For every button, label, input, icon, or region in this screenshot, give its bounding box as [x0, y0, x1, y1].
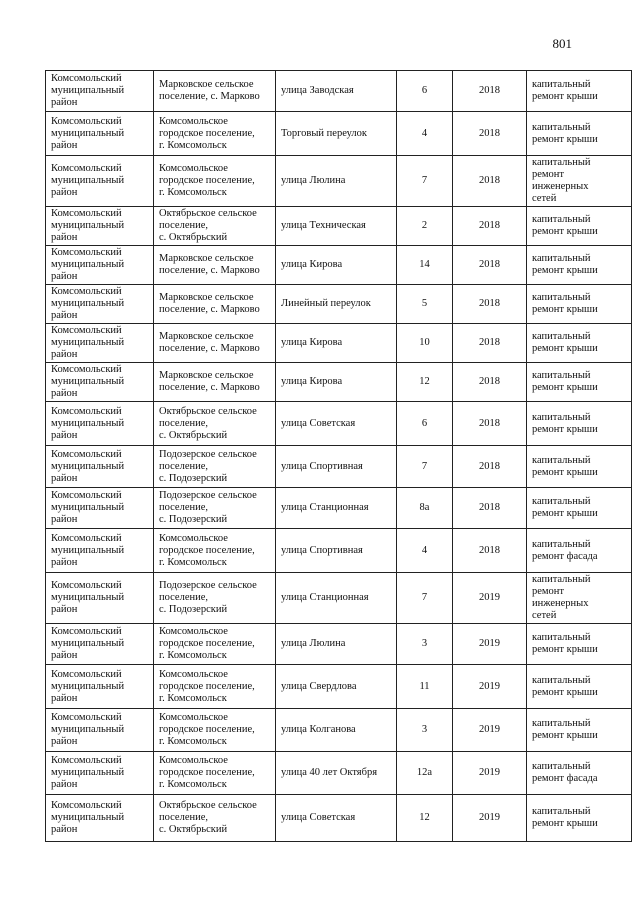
- page-number: 801: [552, 36, 572, 51]
- settlement-cell-line: Комсомольское: [159, 115, 228, 127]
- table-row: [46, 207, 632, 246]
- work-type-cell-line: капитальный: [532, 370, 591, 381]
- settlement-cell: [154, 529, 276, 573]
- settlement-cell-line: Марковское сельское: [159, 79, 254, 90]
- house-number-cell: 3: [397, 624, 453, 665]
- settlement-cell-line: Октябрьское сельское: [159, 208, 257, 219]
- year-cell: 2019: [453, 752, 527, 795]
- district-cell-line: район: [51, 349, 78, 360]
- district-cell-line: район: [51, 824, 78, 835]
- district-cell: [46, 665, 154, 709]
- work-type-cell: [527, 795, 632, 842]
- district-cell-line: муниципальный: [51, 417, 125, 429]
- house-number-cell: 8а: [397, 488, 453, 529]
- district-cell-line: муниципальный: [51, 767, 125, 778]
- work-type-cell-line: ремонт крыши: [532, 226, 598, 237]
- table-row: [46, 488, 632, 529]
- street-cell: улица Свердлова: [276, 665, 397, 709]
- work-type-cell: [527, 246, 632, 285]
- settlement-cell-line: с. Октябрьский: [159, 232, 228, 243]
- table-row: [46, 402, 632, 446]
- district-cell: [46, 402, 154, 446]
- district-cell: [46, 112, 154, 156]
- settlement-cell-line: городское поселение,: [159, 544, 255, 556]
- district-cell-line: муниципальный: [51, 85, 125, 96]
- settlement-cell: [154, 71, 276, 112]
- district-cell: [46, 156, 154, 207]
- house-number-cell: 12а: [397, 752, 453, 795]
- work-type-cell-line: капитальный: [532, 718, 591, 729]
- work-type-cell-line: капитальный: [532, 496, 591, 507]
- work-type-cell-line: капитальный: [532, 538, 591, 550]
- settlement-cell-line: Марковское сельское: [159, 253, 254, 264]
- work-type-cell-line: ремонт крыши: [532, 91, 598, 102]
- settlement-cell-line: Подозерское сельское: [159, 448, 257, 460]
- district-cell-line: Комсомольский: [51, 490, 122, 501]
- settlement-cell-line: г. Комсомольск: [159, 779, 227, 790]
- work-type-cell-line: ремонт крыши: [532, 644, 598, 655]
- table-row: [46, 246, 632, 285]
- year-cell: 2018: [453, 363, 527, 402]
- settlement-cell-line: Комсомольское: [159, 712, 228, 723]
- settlement-cell: [154, 363, 276, 402]
- street-cell: улица Кирова: [276, 363, 397, 402]
- table-row: [46, 324, 632, 363]
- work-type-cell: [527, 446, 632, 488]
- settlement-cell-line: г. Комсомольск: [159, 556, 227, 568]
- work-type-cell: [527, 573, 632, 624]
- settlement-cell-line: поселение,: [159, 812, 209, 823]
- work-type-cell-line: капитальный: [532, 79, 591, 90]
- work-type-cell-line: капитальный: [532, 331, 591, 342]
- work-type-cell-line: капитальный: [532, 411, 591, 423]
- district-cell-line: Комсомольский: [51, 163, 122, 174]
- settlement-cell-line: г. Комсомольск: [159, 139, 227, 151]
- district-cell-line: Комсомольский: [51, 405, 122, 417]
- settlement-cell: [154, 156, 276, 207]
- house-number-cell: 4: [397, 112, 453, 156]
- street-cell: улица Кирова: [276, 246, 397, 285]
- settlement-cell-line: городское поселение,: [159, 724, 255, 735]
- district-cell-line: муниципальный: [51, 544, 125, 556]
- district-cell-line: район: [51, 472, 78, 484]
- district-cell-line: Комсомольский: [51, 712, 122, 723]
- district-cell: [46, 246, 154, 285]
- street-cell: улица Колганова: [276, 709, 397, 752]
- house-number-cell: 5: [397, 285, 453, 324]
- district-cell: [46, 624, 154, 665]
- street-cell: улица Спортивная: [276, 529, 397, 573]
- district-cell-line: Комсомольский: [51, 325, 122, 336]
- work-type-cell-line: капитальный: [532, 292, 591, 303]
- settlement-cell-line: городское поселение,: [159, 638, 255, 649]
- year-cell: 2018: [453, 529, 527, 573]
- house-number-cell: 11: [397, 665, 453, 709]
- house-number-cell: 14: [397, 246, 453, 285]
- district-cell-line: Комсомольский: [51, 755, 122, 766]
- house-number-cell: 12: [397, 795, 453, 842]
- street-cell: улица Советская: [276, 402, 397, 446]
- district-cell-line: Комсомольский: [51, 115, 122, 127]
- table-row: [46, 573, 632, 624]
- district-cell-line: Комсомольский: [51, 668, 122, 680]
- district-cell-line: район: [51, 97, 78, 108]
- district-cell: [46, 324, 154, 363]
- year-cell: 2019: [453, 573, 527, 624]
- table-row: [46, 112, 632, 156]
- district-cell: [46, 207, 154, 246]
- year-cell: 2018: [453, 156, 527, 207]
- district-cell-line: Комсомольский: [51, 286, 122, 297]
- year-cell: 2018: [453, 285, 527, 324]
- work-type-cell-line: капитальный: [532, 121, 591, 133]
- district-cell-line: район: [51, 271, 78, 282]
- work-type-cell-line: ремонт фасада: [532, 773, 598, 784]
- work-type-cell: [527, 402, 632, 446]
- district-cell: [46, 795, 154, 842]
- district-cell-line: район: [51, 514, 78, 525]
- district-cell-line: Комсомольский: [51, 247, 122, 258]
- work-type-cell: [527, 207, 632, 246]
- street-cell: улица Люлина: [276, 156, 397, 207]
- work-type-cell-line: капитальный: [532, 574, 591, 585]
- registry-table-body: [46, 71, 632, 842]
- house-number-cell: 7: [397, 156, 453, 207]
- settlement-cell-line: с. Подозерский: [159, 514, 228, 525]
- year-cell: 2018: [453, 112, 527, 156]
- settlement-cell-line: Марковское сельское: [159, 331, 254, 342]
- district-cell-line: муниципальный: [51, 592, 125, 603]
- district-cell-line: муниципальный: [51, 220, 125, 231]
- settlement-cell-line: городское поселение,: [159, 127, 255, 139]
- settlement-cell-line: г. Комсомольск: [159, 692, 227, 704]
- district-cell-line: Комсомольский: [51, 800, 122, 811]
- settlement-cell: [154, 709, 276, 752]
- work-type-cell-line: капитальный: [532, 214, 591, 225]
- settlement-cell-line: поселение, с. Марково: [159, 265, 260, 276]
- district-cell-line: муниципальный: [51, 502, 125, 513]
- year-cell: 2019: [453, 795, 527, 842]
- street-cell: улица Советская: [276, 795, 397, 842]
- street-cell: улица Спортивная: [276, 446, 397, 488]
- district-cell: [46, 573, 154, 624]
- work-type-cell: [527, 529, 632, 573]
- settlement-cell-line: поселение,: [159, 460, 209, 472]
- district-cell-line: район: [51, 139, 78, 151]
- district-cell: [46, 488, 154, 529]
- house-number-cell: 10: [397, 324, 453, 363]
- year-cell: 2018: [453, 246, 527, 285]
- settlement-cell: [154, 488, 276, 529]
- work-type-cell: [527, 156, 632, 207]
- settlement-cell: [154, 207, 276, 246]
- district-cell-line: муниципальный: [51, 638, 125, 649]
- street-cell: улица Станционная: [276, 488, 397, 529]
- house-number-cell: 7: [397, 446, 453, 488]
- district-cell-line: район: [51, 232, 78, 243]
- district-cell-line: муниципальный: [51, 724, 125, 735]
- work-type-cell-line: ремонт крыши: [532, 265, 598, 276]
- settlement-cell-line: поселение, с. Марково: [159, 91, 260, 102]
- street-cell: улица Заводская: [276, 71, 397, 112]
- table-row: [46, 71, 632, 112]
- settlement-cell: [154, 446, 276, 488]
- settlement-cell-line: Подозерское сельское: [159, 490, 257, 501]
- table-row: [46, 709, 632, 752]
- settlement-cell-line: с. Подозерский: [159, 472, 228, 484]
- year-cell: 2019: [453, 624, 527, 665]
- district-cell-line: муниципальный: [51, 127, 125, 139]
- year-cell: 2018: [453, 207, 527, 246]
- house-number-cell: 3: [397, 709, 453, 752]
- street-cell: Торговый переулок: [276, 112, 397, 156]
- settlement-cell-line: поселение, с. Марково: [159, 382, 260, 393]
- district-cell-line: муниципальный: [51, 812, 125, 823]
- district-cell: [46, 752, 154, 795]
- work-type-cell-line: капитальный: [532, 157, 591, 168]
- settlement-cell: [154, 795, 276, 842]
- district-cell: [46, 709, 154, 752]
- settlement-cell: [154, 324, 276, 363]
- district-cell: [46, 446, 154, 488]
- district-cell-line: Комсомольский: [51, 208, 122, 219]
- settlement-cell-line: Марковское сельское: [159, 370, 254, 381]
- year-cell: 2019: [453, 665, 527, 709]
- work-type-cell: [527, 709, 632, 752]
- street-cell: улица 40 лет Октября: [276, 752, 397, 795]
- district-cell-line: муниципальный: [51, 680, 125, 692]
- work-type-cell-line: ремонт: [532, 169, 565, 180]
- work-type-cell-line: капитальный: [532, 253, 591, 264]
- year-cell: 2018: [453, 402, 527, 446]
- district-cell-line: район: [51, 310, 78, 321]
- work-type-cell: [527, 112, 632, 156]
- table-row: [46, 752, 632, 795]
- settlement-cell-line: Комсомольское: [159, 668, 228, 680]
- settlement-cell-line: Комсомольское: [159, 163, 228, 174]
- house-number-cell: 4: [397, 529, 453, 573]
- settlement-cell-line: Комсомольское: [159, 532, 228, 544]
- year-cell: 2018: [453, 324, 527, 363]
- settlement-cell-line: г. Комсомольск: [159, 187, 227, 198]
- house-number-cell: 6: [397, 402, 453, 446]
- work-type-cell: [527, 71, 632, 112]
- district-cell-line: район: [51, 388, 78, 399]
- district-cell: [46, 71, 154, 112]
- work-type-cell-line: ремонт крыши: [532, 343, 598, 354]
- work-type-cell-line: ремонт крыши: [532, 382, 598, 393]
- settlement-cell-line: с. Октябрьский: [159, 429, 228, 441]
- district-cell-line: Комсомольский: [51, 532, 122, 544]
- work-type-cell-line: ремонт крыши: [532, 423, 598, 435]
- district-cell-line: район: [51, 650, 78, 661]
- table-row: [46, 446, 632, 488]
- district-cell-line: Комсомольский: [51, 626, 122, 637]
- work-type-cell-line: капитальный: [532, 761, 591, 772]
- district-cell-line: район: [51, 692, 78, 704]
- table-row: [46, 665, 632, 709]
- settlement-cell-line: поселение,: [159, 502, 209, 513]
- district-cell-line: муниципальный: [51, 376, 125, 387]
- district-cell-line: район: [51, 556, 78, 568]
- district-cell: [46, 529, 154, 573]
- settlement-cell: [154, 285, 276, 324]
- settlement-cell-line: Октябрьское сельское: [159, 405, 257, 417]
- settlement-cell-line: Комсомольское: [159, 626, 228, 637]
- work-type-cell-line: инженерных: [532, 181, 589, 192]
- settlement-cell: [154, 402, 276, 446]
- year-cell: 2018: [453, 488, 527, 529]
- district-cell-line: Комсомольский: [51, 364, 122, 375]
- year-cell: 2019: [453, 709, 527, 752]
- year-cell: 2018: [453, 71, 527, 112]
- table-row: [46, 156, 632, 207]
- work-type-cell-line: ремонт фасада: [532, 550, 598, 562]
- work-type-cell: [527, 324, 632, 363]
- house-number-cell: 6: [397, 71, 453, 112]
- work-type-cell-line: ремонт: [532, 586, 565, 597]
- district-cell: [46, 363, 154, 402]
- settlement-cell-line: поселение,: [159, 220, 209, 231]
- work-type-cell-line: ремонт крыши: [532, 508, 598, 519]
- settlement-cell-line: с. Подозерский: [159, 604, 228, 615]
- work-type-cell-line: капитальный: [532, 454, 591, 466]
- district-cell-line: район: [51, 736, 78, 747]
- settlement-cell-line: Подозерское сельское: [159, 580, 257, 591]
- work-type-cell-line: ремонт крыши: [532, 686, 598, 698]
- work-type-cell-line: капитальный: [532, 806, 591, 817]
- work-type-cell: [527, 488, 632, 529]
- work-type-cell-line: капитальный: [532, 632, 591, 643]
- work-type-cell-line: сетей: [532, 193, 557, 204]
- settlement-cell-line: г. Комсомольск: [159, 736, 227, 747]
- settlement-cell-line: поселение, с. Марково: [159, 343, 260, 354]
- settlement-cell: [154, 112, 276, 156]
- house-number-cell: 2: [397, 207, 453, 246]
- settlement-cell: [154, 246, 276, 285]
- work-type-cell-line: ремонт крыши: [532, 730, 598, 741]
- house-number-cell: 12: [397, 363, 453, 402]
- district-cell-line: район: [51, 604, 78, 615]
- district-cell-line: муниципальный: [51, 298, 125, 309]
- settlement-cell-line: Комсомольское: [159, 755, 228, 766]
- work-type-cell-line: ремонт крыши: [532, 818, 598, 829]
- street-cell: улица Станционная: [276, 573, 397, 624]
- street-cell: улица Кирова: [276, 324, 397, 363]
- district-cell-line: Комсомольский: [51, 73, 122, 84]
- table-row: [46, 285, 632, 324]
- district-cell-line: муниципальный: [51, 259, 125, 270]
- table-row: [46, 624, 632, 665]
- table-row: [46, 363, 632, 402]
- settlement-cell-line: поселение, с. Марково: [159, 304, 260, 315]
- work-type-cell-line: инженерных: [532, 598, 589, 609]
- registry-table: [45, 70, 632, 842]
- street-cell: улица Техническая: [276, 207, 397, 246]
- settlement-cell: [154, 573, 276, 624]
- work-type-cell: [527, 624, 632, 665]
- street-cell: Линейный переулок: [276, 285, 397, 324]
- settlement-cell: [154, 624, 276, 665]
- work-type-cell: [527, 363, 632, 402]
- district-cell-line: Комсомольский: [51, 448, 122, 460]
- settlement-cell-line: городское поселение,: [159, 680, 255, 692]
- district-cell-line: муниципальный: [51, 175, 125, 186]
- settlement-cell-line: городское поселение,: [159, 175, 255, 186]
- work-type-cell: [527, 665, 632, 709]
- work-type-cell-line: ремонт крыши: [532, 304, 598, 315]
- work-type-cell-line: ремонт крыши: [532, 466, 598, 478]
- district-cell-line: муниципальный: [51, 460, 125, 472]
- year-cell: 2018: [453, 446, 527, 488]
- district-cell-line: район: [51, 429, 78, 441]
- street-cell: улица Люлина: [276, 624, 397, 665]
- work-type-cell: [527, 752, 632, 795]
- work-type-cell-line: сетей: [532, 610, 557, 621]
- district-cell-line: муниципальный: [51, 337, 125, 348]
- settlement-cell-line: Октябрьское сельское: [159, 800, 257, 811]
- district-cell-line: район: [51, 779, 78, 790]
- settlement-cell: [154, 752, 276, 795]
- district-cell-line: Комсомольский: [51, 580, 122, 591]
- work-type-cell: [527, 285, 632, 324]
- house-number-cell: 7: [397, 573, 453, 624]
- work-type-cell-line: ремонт крыши: [532, 133, 598, 145]
- district-cell: [46, 285, 154, 324]
- table-row: [46, 529, 632, 573]
- settlement-cell-line: городское поселение,: [159, 767, 255, 778]
- settlement-cell-line: г. Комсомольск: [159, 650, 227, 661]
- work-type-cell-line: капитальный: [532, 674, 591, 686]
- settlement-cell-line: поселение,: [159, 592, 209, 603]
- table-row: [46, 795, 632, 842]
- settlement-cell-line: Марковское сельское: [159, 292, 254, 303]
- settlement-cell: [154, 665, 276, 709]
- settlement-cell-line: поселение,: [159, 417, 209, 429]
- district-cell-line: район: [51, 187, 78, 198]
- settlement-cell-line: с. Октябрьский: [159, 824, 228, 835]
